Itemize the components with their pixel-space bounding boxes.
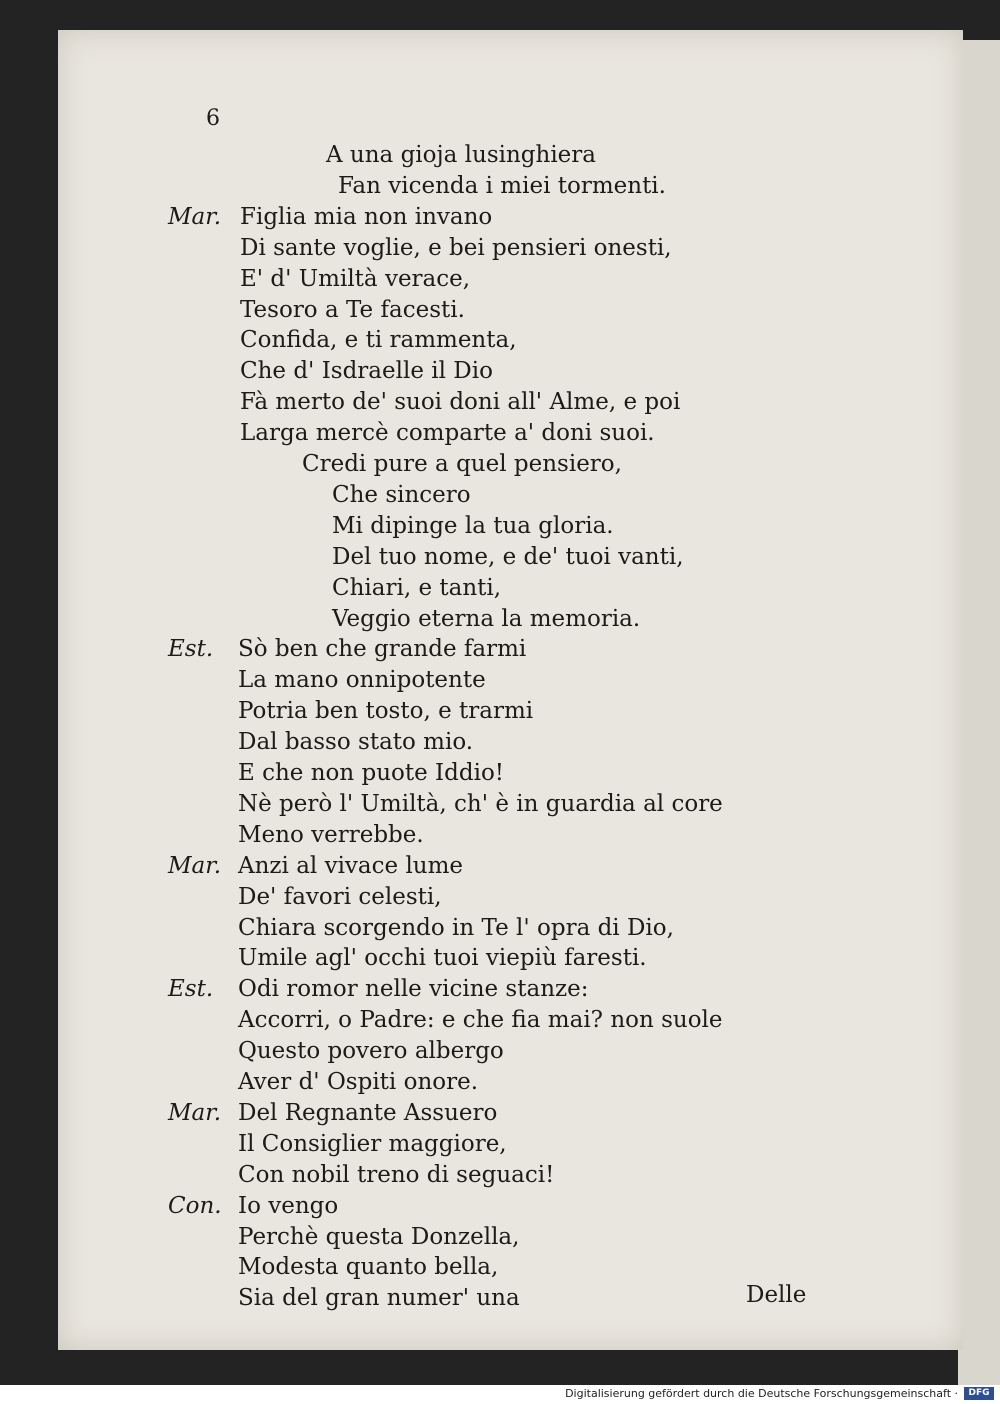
verse-line: Sò ben che grande farmi [238, 636, 527, 663]
speaker-label: Mar. [168, 1099, 222, 1126]
verse-line: Modesta quanto bella, [238, 1254, 499, 1281]
verse-line: Del Regnante Assuero [238, 1099, 498, 1126]
verse-line: Odi romor nelle vicine stanze: [238, 976, 589, 1003]
verse-line: Meno verrebbe. [238, 821, 424, 848]
verse-line: Larga mercè comparte a' doni suoi. [240, 420, 655, 447]
verse-line: Confida, e ti rammenta, [240, 327, 517, 354]
verse-line: Fan vicenda i miei tormenti. [338, 172, 666, 199]
verse-line: Potria ben tosto, e trarmi [238, 698, 534, 725]
verse-line: Mi dipinge la tua gloria. [332, 512, 614, 539]
verse-line: Che d' Isdraelle il Dio [240, 358, 493, 385]
speaker-label: Mar. [168, 852, 222, 879]
verse-line: Io vengo [238, 1192, 339, 1219]
verse-line: Figlia mia non invano [240, 203, 493, 230]
verse-line: Che sincero [332, 481, 471, 508]
verse-line: Del tuo nome, e de' tuoi vanti, [332, 543, 684, 570]
verse-line: A una gioja lusinghiera [326, 142, 597, 168]
verse-line: E' d' Umiltà verace, [240, 265, 471, 292]
verse-line: Il Consiglier maggiore, [238, 1130, 507, 1157]
speaker-label: Con. [168, 1192, 222, 1219]
page-text [58, 30, 963, 1350]
verse-line: Fà merto de' suoi doni all' Alme, e poi [240, 389, 681, 416]
verse-line: Chiari, e tanti, [332, 574, 502, 601]
verse-line: Con nobil treno di seguaci! [238, 1161, 555, 1188]
verse-line: La mano onnipotente [238, 667, 486, 694]
verse-line: Di sante voglie, e bei pensieri onesti, [240, 234, 672, 261]
dfg-logo: DFG [964, 1387, 994, 1400]
verse-line: Tesoro a Te facesti. [240, 296, 465, 323]
verse-line: Anzi al vivace lume [238, 852, 464, 879]
speaker-label: Mar. [168, 203, 222, 230]
speaker-label: Est. [168, 976, 214, 1003]
catchword: Delle [746, 1282, 807, 1308]
verse-line: Umile agl' occhi tuoi viepiù faresti. [238, 945, 647, 972]
verse-line: Credi pure a quel pensiero, [302, 451, 622, 477]
verse-line: Aver d' Ospiti onore. [238, 1069, 479, 1095]
verse-line: Questo povero albergo [238, 1038, 504, 1065]
verse-line: Nè però l' Umiltà, ch' è in guardia al core [238, 790, 723, 817]
verse-line: Sia del gran numer' una [238, 1285, 520, 1312]
speaker-label: Est. [168, 636, 214, 663]
verse-line: Accorri, o Padre: e che fia mai? non suole [238, 1007, 723, 1034]
verse-line: Veggio eterna la memoria. [332, 605, 641, 632]
next-page-edge [958, 40, 1000, 1385]
verse-line: E che non puote Iddio! [238, 760, 505, 786]
verse-line: Perchè questa Donzella, [238, 1223, 520, 1250]
page-number: 6 [206, 106, 220, 131]
verse-line: De' favori celesti, [238, 883, 442, 910]
verse-line: Dal basso stato mio. [238, 729, 474, 756]
footer-credit: Digitalisierung gefördert durch die Deutsche Forschungsgemeinschaft · [565, 1387, 958, 1400]
book-page [58, 30, 963, 1350]
verse-line: Chiara scorgendo in Te l' opra di Dio, [238, 914, 674, 941]
